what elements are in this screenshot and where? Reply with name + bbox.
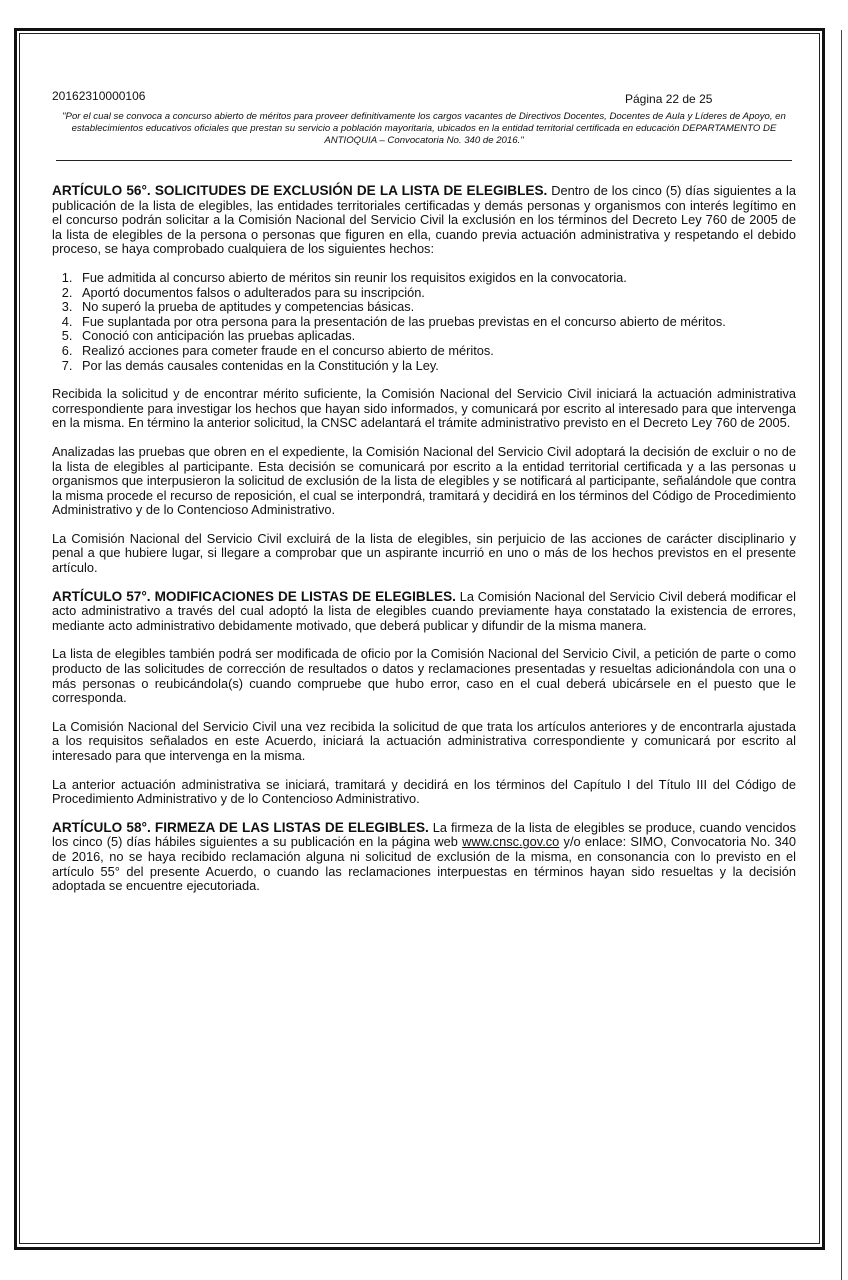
page-number: Página 22 de 25 bbox=[625, 92, 713, 106]
list-item: 4. Fue suplantada por otra persona para la presentación de las pruebas previstas en el concurso abierto de méritos. bbox=[76, 315, 796, 330]
document-body bbox=[52, 184, 796, 908]
list-item: 1. Fue admitida al concurso abierto de méritos sin reunir los requisitos exigidos en la convocatoria. bbox=[76, 271, 796, 286]
list-item: 7. Por las demás causales contenidas en la Constitución y la Ley. bbox=[76, 359, 796, 374]
list-item: 5. Conoció con anticipación las pruebas aplicadas. bbox=[76, 329, 796, 344]
paragraph: Recibida la solicitud y de encontrar mérito suficiente, la Comisión Nacional del Servicio Civil iniciará la actuación administrativa correspondiente para investigar los hechos que hayan sido informados, y comunicará por escrito al interesado para que intervenga en la misma. En término la anterior solicitud, la CNSC adelantará el trámite administrativo previsto en el Decreto Ley 760 de 2005. bbox=[52, 386, 796, 431]
paragraph: La lista de elegibles también podrá ser modificada de oficio por la Comisión Nacional del Servicio Civil, a petición de parte o como producto de las solicitudes de corrección de resultados o datos y reclamaciones presentadas y resueltas adicionándola con una o más personas o reubicándola(s) cuando compruebe que hubo error, caso en el cual deberá ubicársele en el puesto que le corresponda. bbox=[52, 646, 796, 706]
paragraph: La Comisión Nacional del Servicio Civil excluirá de la lista de elegibles, sin perjuicio de las acciones de carácter disciplinario y penal a que hubiere lugar, si llegare a comprobar que un aspirante incurrió en uno o más de los hechos previstos en el presente artículo. bbox=[52, 530, 796, 576]
cnsc-website-link[interactable]: www.cnsc.gov.co bbox=[462, 834, 560, 850]
list-item: 3. No superó la prueba de aptitudes y competencias básicas. bbox=[76, 300, 796, 315]
article-58-title: ARTÍCULO 58°. FIRMEZA DE LAS LISTAS DE ELEGIBLES. bbox=[52, 819, 429, 835]
list-item: 2. Aportó documentos falsos o adulterados para su inscripción. bbox=[76, 286, 796, 301]
article-57-intro: ARTÍCULO 57°. MODIFICACIONES DE LISTAS DE ELEGIBLES. La Comisión Nacional del Servicio Civil deberá modificar el acto administrativo a través del cual adoptó la lista de elegibles cuando previamente haya constatado la existencia de errores, mediante acto administrativo debidamente motivado, que deberá publicar y difundir de la misma manera. bbox=[52, 588, 796, 633]
paragraph: La anterior actuación administrativa se iniciará, tramitará y decidirá en los términos del Capítulo I del Título III del Código de Procedimiento Administrativo y de lo Contencioso Administrativo. bbox=[52, 776, 796, 807]
article-56-intro: ARTÍCULO 56°. SOLICITUDES DE EXCLUSIÓN DE LA LISTA DE ELEGIBLES. Dentro de los cinco (5) días siguientes a la publicación de la lista de elegibles, las entidades territoriales certificadas y demás personas y organismos con interés legítimo en el concurso podrán solicitar a la Comisión Nacional del Servicio Civil la exclusión en los términos del Decreto Ley 760 de 2005 de la lista de elegibles de la persona o personas que figuren en ella, cuando previa actuación administrativa y respetando el debido proceso, se haya comprobado cualquiera de los siguientes hechos: bbox=[52, 183, 796, 257]
list-item: 6. Realizó acciones para cometer fraude en el concurso abierto de méritos. bbox=[76, 344, 796, 359]
paragraph: Analizadas las pruebas que obren en el expediente, la Comisión Nacional del Servicio Civil adoptará la decisión de excluir o no de la lista de elegibles al participante. Esta decisión se comunicará por escrito a la entidad territorial certificada y a las personas u organismos que interpusieron la solicitud de exclusión de la lista de elegibles y se notificará al participante, señalándole que contra la misma procede el recurso de reposición, el cual se interpondrá, tramitará y decidirá en los términos del Código de Procedimiento Administrativo y de lo Contencioso Administrativo. bbox=[52, 443, 797, 518]
exclusion-causes-list bbox=[52, 271, 796, 373]
article-56-title: ARTÍCULO 56°. SOLICITUDES DE EXCLUSIÓN DE LA LISTA DE ELEGIBLES. bbox=[52, 183, 548, 198]
article-58-intro: ARTÍCULO 58°. FIRMEZA DE LAS LISTAS DE ELEGIBLES. La firmeza de la lista de elegibles se produce, cuando vencidos los cinco (5) días hábiles siguientes a su publicación en la página web www.cnsc.gov.co y/o enlace: SIMO, Convocatoria No. 340 de 2016, no se haya recibido reclamación alguna ni solicitud de exclusión de la misma, en consonancia con lo previsto en el artículo 55° del presente Acuerdo, o cuando las reclamaciones interpuestas en términos hayan sido resueltas y la decisión adoptada se encuentre ejecutoriada. bbox=[52, 819, 797, 894]
scan-edge-line bbox=[841, 30, 842, 1280]
paragraph: La Comisión Nacional del Servicio Civil una vez recibida la solicitud de que trata los artículos anteriores y de encontrarla ajustada a los requisitos señalados en este Acuerdo, iniciará la actuación administrativa correspondiente y comunicará por escrito al interesado para que intervenga en la misma. bbox=[52, 718, 796, 763]
article-57-title: ARTÍCULO 57°. MODIFICACIONES DE LISTAS DE ELEGIBLES. bbox=[52, 588, 456, 604]
header-quote: "Por el cual se convoca a concurso abierto de méritos para proveer definitivamente los cargos vacantes de Directivos Docentes, Docentes de Aula y Líderes de Apoyo, en establecimientos educativos oficiales que prestan su servicio a población mayoritaria, ubicados en la entidad territorial certificada en educación DEPARTAMENTO DE ANTIOQUIA – Convocatoria No. 340 de 2016." bbox=[62, 111, 786, 146]
header-divider bbox=[56, 160, 792, 161]
document-number: 20162310000106 bbox=[52, 89, 146, 103]
